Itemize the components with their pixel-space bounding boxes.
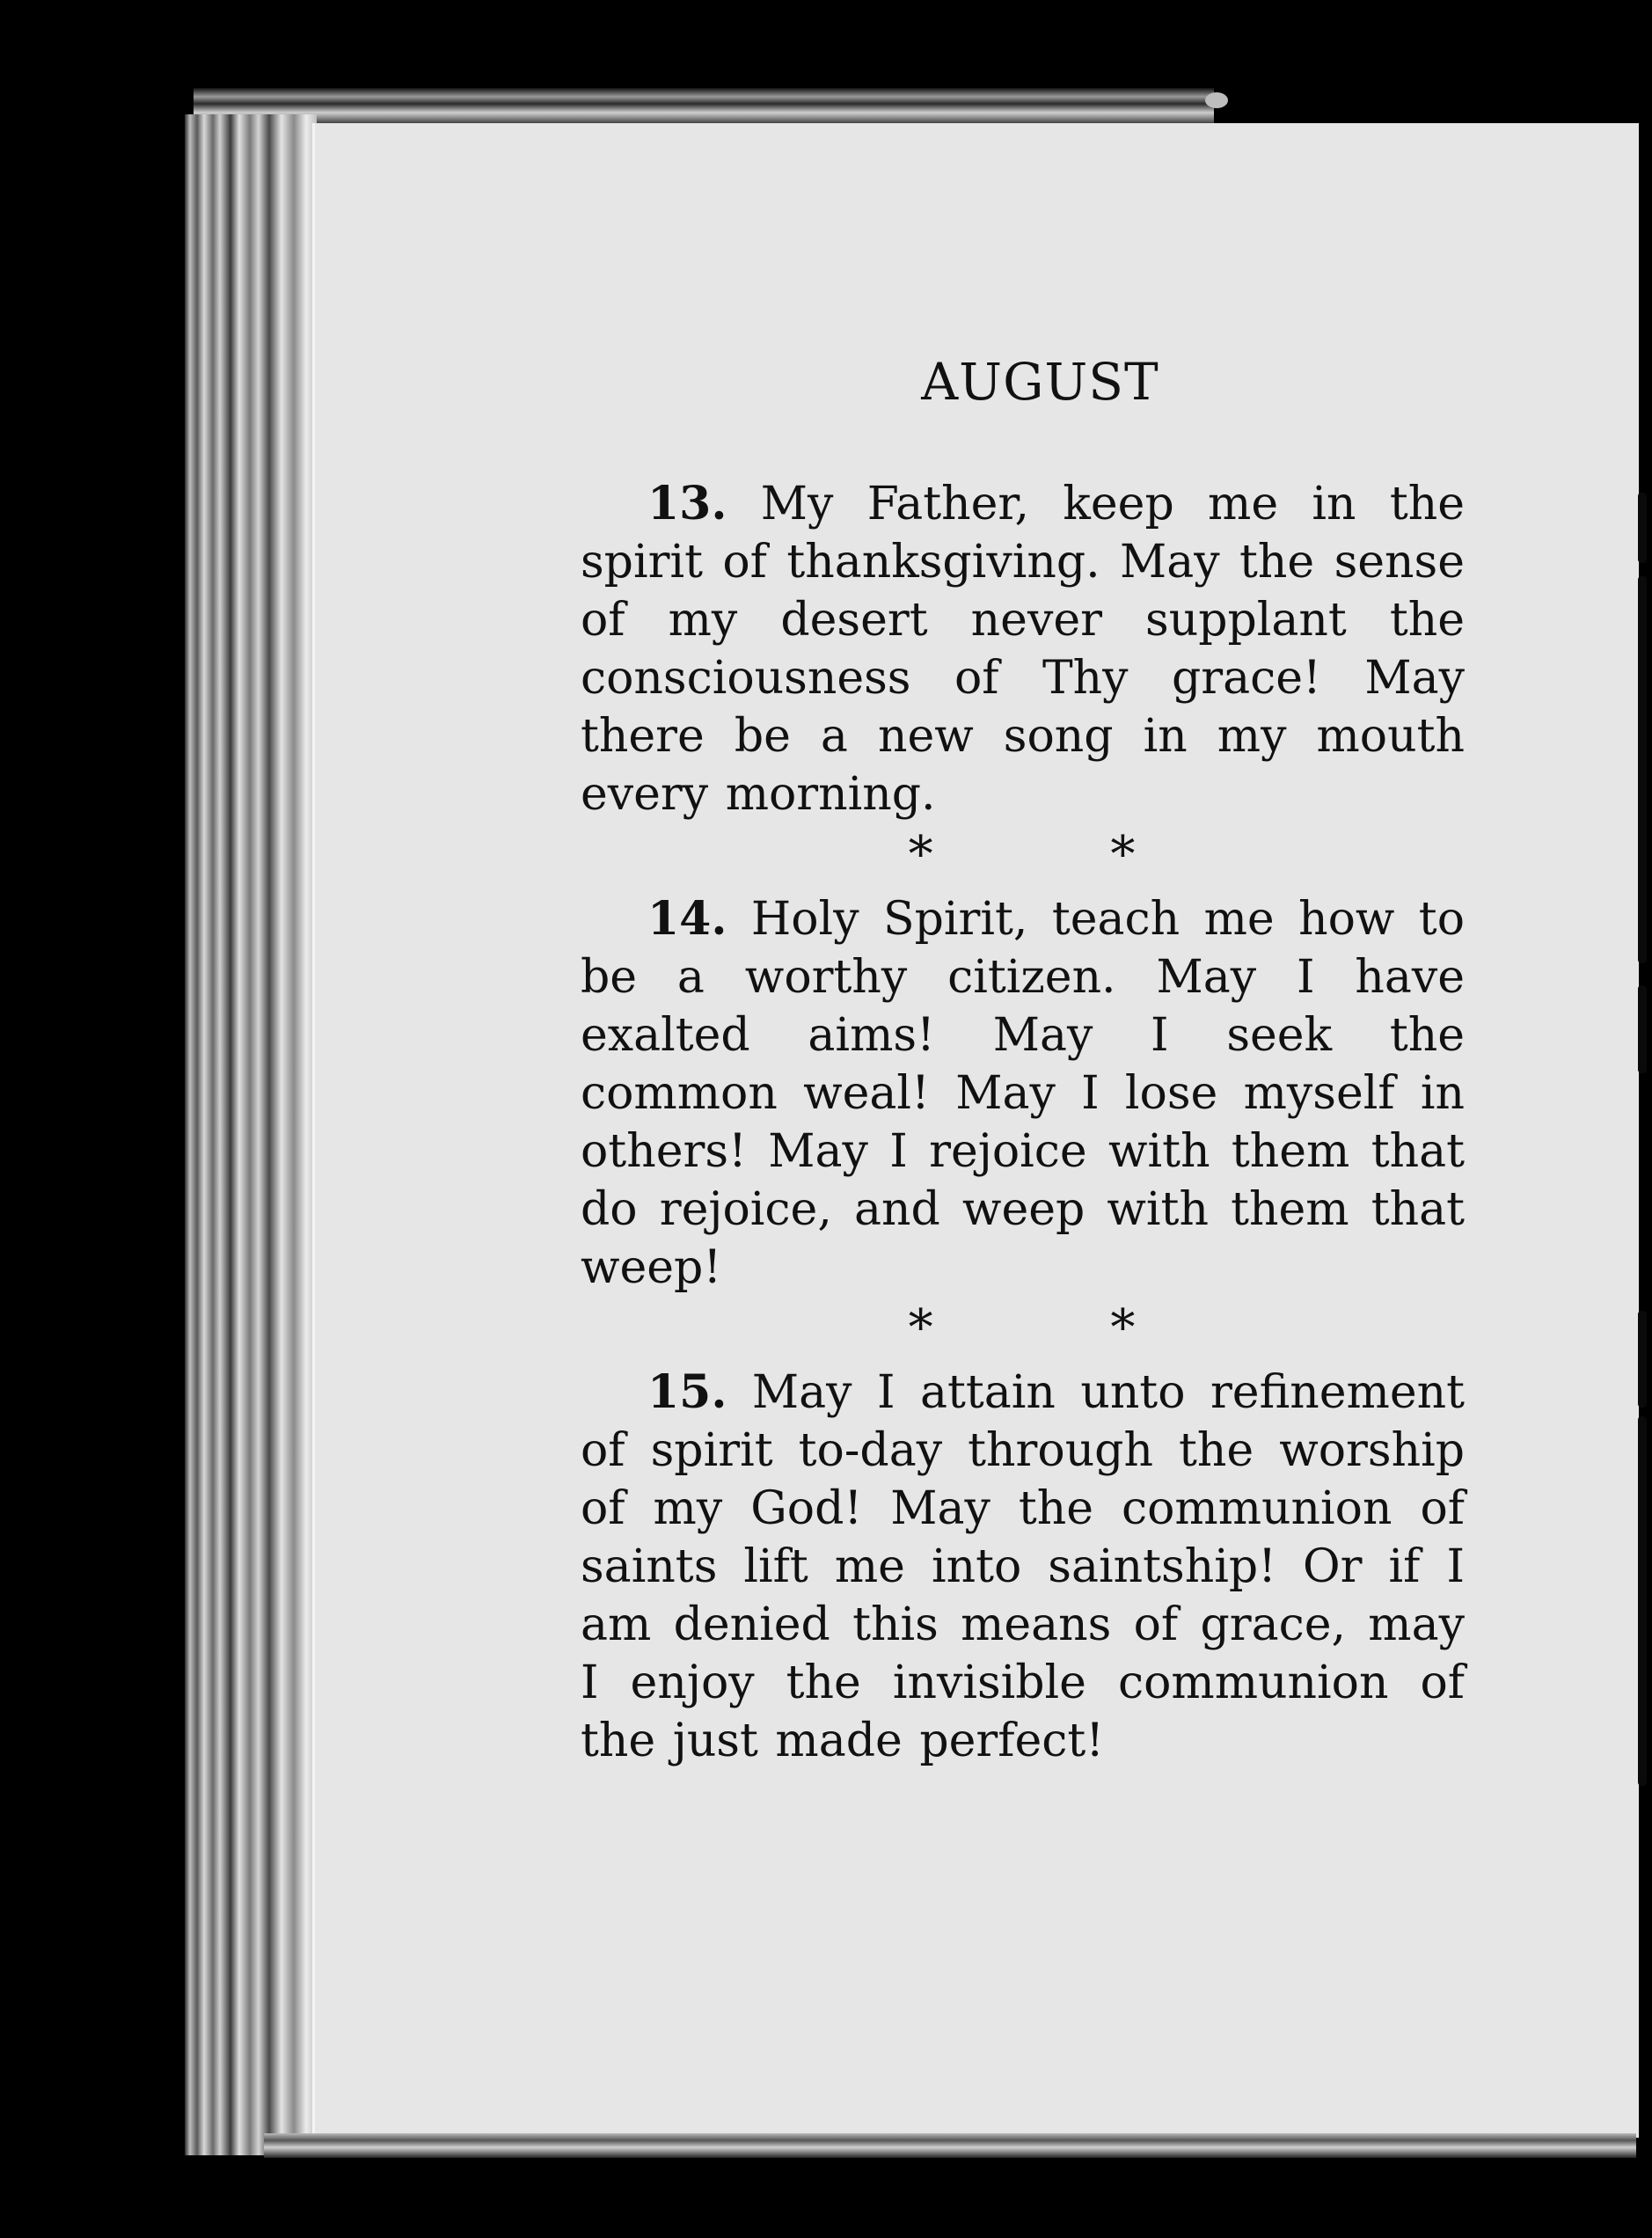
entry-number: 14. [647,892,727,946]
entry-text: Holy Spirit, teach me how to be a worthy citizen. May I have exalted aims! May I seek the common weal! May I lose myself in others! May I rejoice with them that do rejoice, and weep with them that weep! [581,893,1466,1294]
entry-text: May I attain unto refinement of spirit to-day through the worship of my God! May the communion of saints lift me into saintship! Or if I am denied this means of grace, may I enjoy the invisible communion of the just made perfect! [581,1366,1466,1767]
entry-text: My Father, keep me in the spirit of thanksgiving. May the sense of my desert never supplant the consciousness of Thy grace! May there be a new song in my mouth every morning. [581,478,1465,821]
entry-number: 15. [647,1365,727,1419]
page-stack-edges [185,114,317,2155]
page-heading: AUGUST [921,352,1159,412]
page-content [581,352,1465,1770]
binding-marks [1633,493,1652,1900]
entry-14 [581,890,1465,1297]
entry-15 [581,1364,1465,1770]
entry-13 [581,475,1465,823]
page-bottom-edge [264,2133,1636,2158]
entry-separator: * * [908,1299,1217,1357]
dust-speck [1205,92,1228,108]
entry-separator: * * [908,826,1217,883]
entry-number: 13. [647,477,727,530]
page-top-edge [194,88,1214,123]
